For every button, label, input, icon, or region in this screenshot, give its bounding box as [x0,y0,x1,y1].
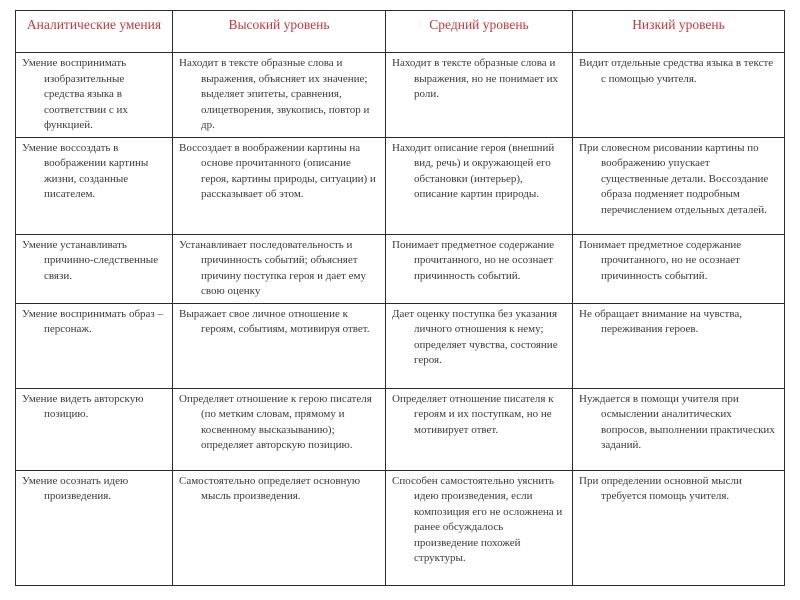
low-level-cell: Не обращает внимание на чувства, переживания героев. [573,303,785,388]
header-analytical-skills: Аналитические умения [16,11,173,53]
medium-level-cell: Понимает предметное содержание прочитанного, но не осознает причинность событий. [386,234,573,303]
table-row [16,234,785,303]
low-level-cell: Понимает предметное содержание прочитанного, но не осознает причинность событий. [573,234,785,303]
header-medium-level: Средний уровень [386,11,573,53]
high-level-cell: Самостоятельно определяет основную мысль произведения. [173,470,386,585]
medium-level-cell: Находит описание героя (внешний вид, речь) и окружающей его обстановки (интерьер), описание картин природы. [386,137,573,234]
header-high-level: Высокий уровень [173,11,386,53]
low-level-cell: При определении основной мысли требуется помощь учителя. [573,470,785,585]
skill-cell: Умение воссоздать в воображении картины жизни, созданные писателем. [16,137,173,234]
low-level-cell: Нуждается в помощи учителя при осмыслении аналитических вопросов, выполнении практических заданий. [573,388,785,470]
table-row [16,303,785,388]
skill-cell: Умение устанавливать причинно-следственные связи. [16,234,173,303]
skill-cell: Умение видеть авторскую позицию. [16,388,173,470]
low-level-cell: При словесном рисовании картины по воображению упускает существенные детали. Воссоздание образа подменяет подробным перечислением отдельных деталей. [573,137,785,234]
header-row [16,11,785,53]
medium-level-cell: Определяет отношение писателя к героям и их поступкам, но не мотивирует ответ. [386,388,573,470]
low-level-cell: Видит отдельные средства языка в тексте с помощью учителя. [573,53,785,138]
high-level-cell: Воссоздает в воображении картины на основе прочитанного (описание героя, картины природы, ситуации) и рассказывает об этом. [173,137,386,234]
medium-level-cell: Дает оценку поступка без указания личного отношения к нему; определяет чувства, состояние героя. [386,303,573,388]
high-level-cell: Находит в тексте образные слова и выражения, объясняет их значение; выделяет эпитеты, сравнения, олицетворения, звукопись, повтор и др. [173,53,386,138]
header-low-level: Низкий уровень [573,11,785,53]
medium-level-cell: Способен самостоятельно уяснить идею произведения, если композиция его не осложнена и ранее обсуждалось произведение похожей структуры. [386,470,573,585]
high-level-cell: Определяет отношение к герою писателя (по метким словам, прямому и косвенному высказыванию); определяет авторскую позицию. [173,388,386,470]
high-level-cell: Устанавливает последовательность и причинность событий; объясняет причину поступка героя и дает ему свою оценку [173,234,386,303]
table-row [16,137,785,234]
table-row [16,388,785,470]
skill-cell: Умение осознать идею произведения. [16,470,173,585]
skill-cell: Умение воспринимать образ – персонаж. [16,303,173,388]
skill-cell: Умение воспринимать изобразительные средства языка в соответствии с их функцией. [16,53,173,138]
table-row [16,53,785,138]
medium-level-cell: Находит в тексте образные слова и выражения, но не понимает их роли. [386,53,573,138]
skills-levels-table [15,10,785,586]
table-row [16,470,785,585]
high-level-cell: Выражает свое личное отношение к героям, событиям, мотивируя ответ. [173,303,386,388]
